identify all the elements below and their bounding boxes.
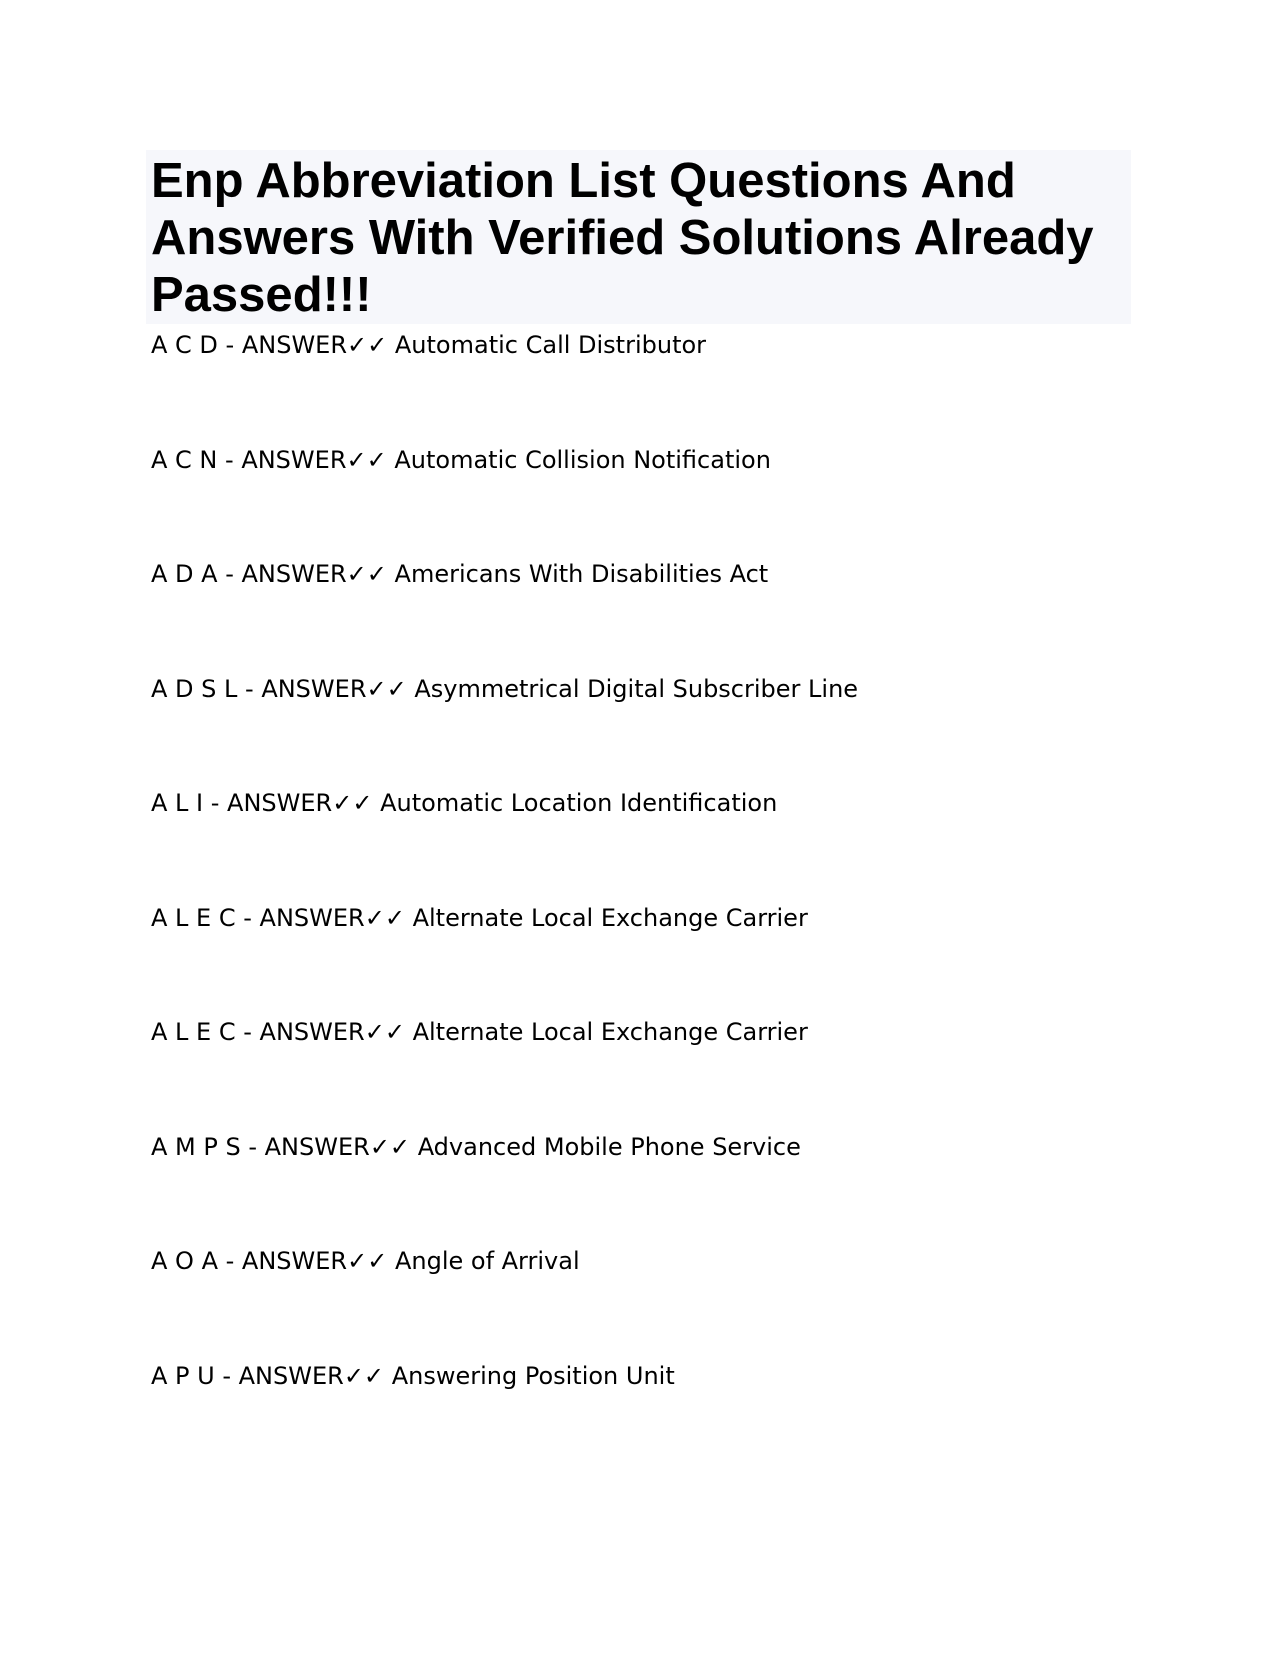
list-item bbox=[151, 902, 1151, 1017]
abbreviation-term: A D A bbox=[151, 560, 218, 588]
separator: - bbox=[203, 789, 228, 817]
separator: - bbox=[214, 1361, 239, 1390]
abbreviation-definition: Angle of Arrival bbox=[394, 1247, 580, 1275]
list-item bbox=[151, 329, 1151, 444]
abbreviation-term: A P U bbox=[151, 1361, 215, 1390]
abbreviation-definition: Asymmetrical Digital Subscriber Line bbox=[414, 674, 859, 703]
document-title: Enp Abbreviation List Questions And Answers With Verified Solutions Already Passed!!! bbox=[151, 154, 1094, 322]
separator: - bbox=[240, 1132, 265, 1161]
abbreviation-definition: Answering Position Unit bbox=[391, 1361, 675, 1390]
answer-marker: ANSWER✓✓ bbox=[264, 1132, 411, 1161]
separator: - bbox=[235, 903, 260, 932]
list-item bbox=[151, 787, 1151, 902]
abbreviation-term: A C D bbox=[151, 331, 218, 359]
list-item bbox=[151, 1016, 1151, 1131]
abbreviation-definition: Advanced Mobile Phone Service bbox=[417, 1132, 801, 1161]
answer-marker: ANSWER✓✓ bbox=[227, 789, 373, 817]
answer-marker: ANSWER✓✓ bbox=[241, 560, 387, 588]
abbreviation-definition: Automatic Call Distributor bbox=[394, 331, 707, 359]
list-item bbox=[151, 673, 1151, 788]
separator: - bbox=[217, 1247, 242, 1275]
answer-marker: ANSWER✓✓ bbox=[241, 331, 388, 359]
answer-marker: ANSWER✓✓ bbox=[241, 1247, 388, 1275]
list-item bbox=[151, 558, 1151, 673]
abbreviation-definition: Alternate Local Exchange Carrier bbox=[412, 1018, 808, 1046]
abbreviation-term: A L E C bbox=[151, 903, 236, 932]
abbreviation-definition: Alternate Local Exchange Carrier bbox=[412, 903, 808, 932]
list-item bbox=[151, 1360, 1151, 1475]
abbreviation-term: A D S L bbox=[151, 674, 238, 703]
abbreviation-definition: Automatic Collision Notification bbox=[394, 445, 771, 474]
answer-marker: ANSWER✓✓ bbox=[259, 1018, 405, 1046]
answer-marker: ANSWER✓✓ bbox=[241, 445, 387, 474]
answer-marker: ANSWER✓✓ bbox=[261, 674, 407, 703]
abbreviation-term: A C N bbox=[151, 445, 218, 474]
answer-marker: ANSWER✓✓ bbox=[259, 903, 405, 932]
title-highlight bbox=[146, 150, 1131, 324]
abbreviation-definition: Automatic Location Identification bbox=[380, 789, 778, 817]
list-item bbox=[151, 1245, 1151, 1360]
separator: - bbox=[217, 445, 242, 474]
separator: - bbox=[217, 560, 242, 588]
separator: - bbox=[217, 331, 242, 359]
abbreviation-term: A O A bbox=[151, 1247, 218, 1275]
answer-marker: ANSWER✓✓ bbox=[238, 1361, 385, 1390]
list-item bbox=[151, 1131, 1151, 1246]
separator: - bbox=[235, 1018, 260, 1046]
separator: - bbox=[237, 674, 262, 703]
abbreviation-term: A L I bbox=[151, 789, 204, 817]
abbreviation-term: A M P S bbox=[151, 1132, 241, 1161]
list-item bbox=[151, 444, 1151, 559]
abbreviation-term: A L E C bbox=[151, 1018, 236, 1046]
abbreviation-definition: Americans With Disabilities Act bbox=[394, 560, 769, 588]
abbreviation-list bbox=[151, 329, 1151, 1474]
